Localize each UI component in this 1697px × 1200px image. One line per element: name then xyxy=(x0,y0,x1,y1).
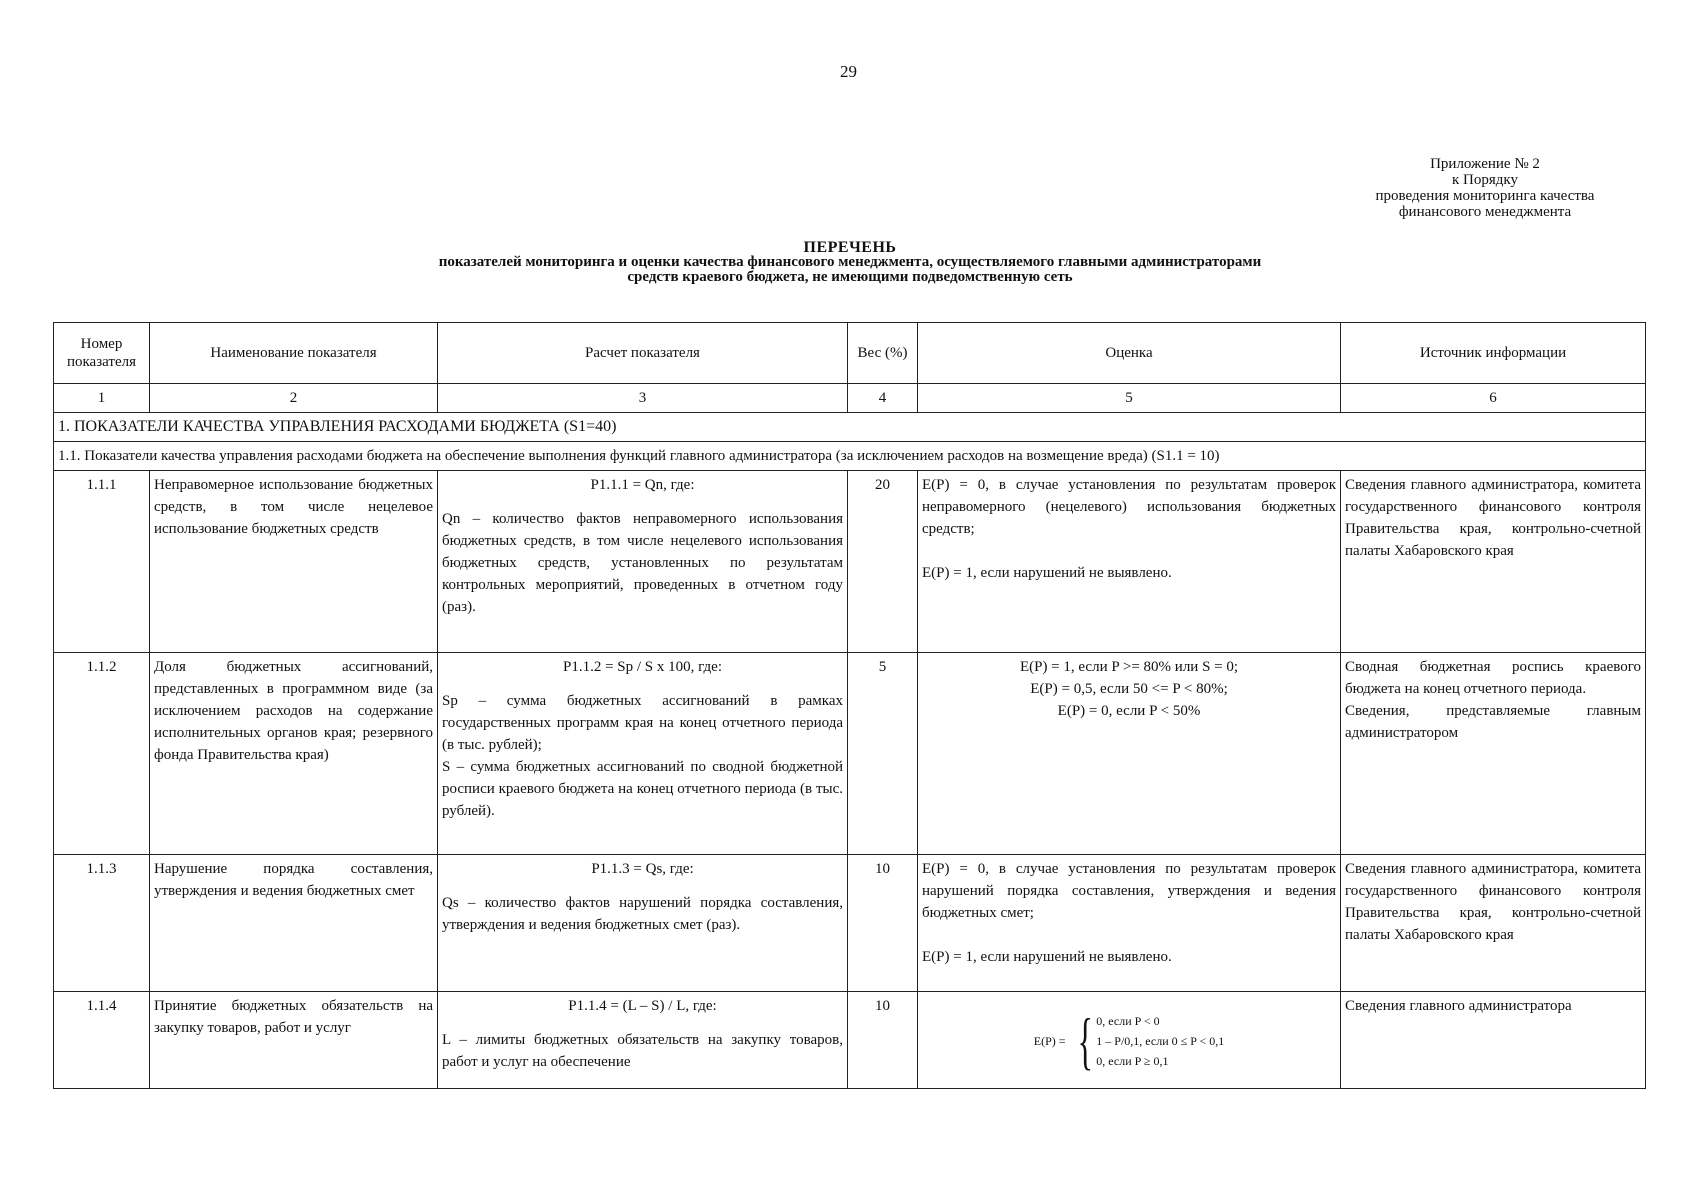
title-line-2: средств краевого бюджета, не имеющими подведомственную сеть xyxy=(627,269,1073,285)
indicator-evaluation xyxy=(918,653,1341,855)
indicator-name: Доля бюджетных ассигнований, представленных в программном виде (за исключением расходов на содержание исполнительных органов края; резервного фонда Правительства края) xyxy=(150,653,438,855)
column-number: 4 xyxy=(848,384,918,413)
source-text: Сведения, представляемые главным администратором xyxy=(1345,703,1641,741)
column-number: 5 xyxy=(918,384,1341,413)
evaluation-line: E(P) = 0, в случае установления по результатам проверок нарушений порядка составления, утверждения и ведения бюджетных смет; xyxy=(922,861,1336,921)
appendix-line-1: Приложение № 2 xyxy=(1430,156,1540,172)
table-row xyxy=(54,855,1646,992)
indicators-table xyxy=(53,322,1646,1089)
indicator-calculation xyxy=(438,992,848,1089)
indicator-calculation xyxy=(438,471,848,653)
indicator-number: 1.1.3 xyxy=(54,855,150,992)
brace-glyph: { xyxy=(1077,1005,1093,1076)
appendix-line-3: проведения мониторинга качества xyxy=(1375,188,1595,204)
column-number: 1 xyxy=(54,384,150,413)
header-calculation: Расчет показателя xyxy=(438,323,848,384)
indicator-source xyxy=(1341,653,1646,855)
piecewise-case: 0, если P ≥ 0,1 xyxy=(1096,1054,1169,1068)
indicator-name: Принятие бюджетных обязательств на закупку товаров, работ и услуг xyxy=(150,992,438,1089)
document-title xyxy=(160,240,1540,285)
evaluation-line: E(P) = 1, если P >= 80% или S = 0; xyxy=(1019,659,1239,675)
indicator-name: Неправомерное использование бюджетных средств, в том числе нецелевое использование бюджетных средств xyxy=(150,471,438,653)
indicator-number: 1.1.2 xyxy=(54,653,150,855)
subsection-heading: 1.1. Показатели качества управления расходами бюджета на обеспечение выполнения функций главного администратора (за исключением расходов на возмещение вреда) (S1.1 = 10) xyxy=(54,442,1646,471)
title-heading: ПЕРЕЧЕНЬ xyxy=(803,239,897,256)
calculation-text: Qn – количество фактов неправомерного использования бюджетных средств, в том числе нецелевого использования бюджетных средств, установленных по результатам контрольных мероприятий, проведенных в отчетном году (раз). xyxy=(442,511,843,615)
evaluation-line: E(P) = 1, если нарушений не выявлено. xyxy=(922,949,1172,965)
evaluation-line: E(P) = 1, если нарушений не выявлено. xyxy=(922,565,1172,581)
piecewise-formula xyxy=(922,995,1336,1076)
indicator-evaluation xyxy=(918,471,1341,653)
piecewise-lhs: E(P) = xyxy=(1033,1034,1066,1048)
header-name: Наименование показателя xyxy=(150,323,438,384)
table-row xyxy=(54,471,1646,653)
table-row xyxy=(54,992,1646,1089)
appendix-line-4: финансового менеджмента xyxy=(1398,204,1572,220)
evaluation-line: E(P) = 0,5, если 50 <= P < 80%; xyxy=(1030,681,1228,697)
piecewise-cases xyxy=(1096,1011,1224,1071)
subsection-row xyxy=(54,442,1646,471)
indicator-weight: 10 xyxy=(848,992,918,1089)
evaluation-line: E(P) = 0, в случае установления по результатам проверок неправомерного (нецелевого) использования бюджетных средств; xyxy=(922,477,1336,537)
indicator-weight: 10 xyxy=(848,855,918,992)
indicator-weight: 20 xyxy=(848,471,918,653)
column-number: 2 xyxy=(150,384,438,413)
source-text: Сводная бюджетная роспись краевого бюджета на конец отчетного периода. xyxy=(1345,659,1641,697)
formula: P1.1.3 = Qs, где: xyxy=(591,861,694,877)
calculation-text: Qs – количество фактов нарушений порядка составления, утверждения и ведения бюджетных смет (раз). xyxy=(442,895,843,933)
calculation-text: L – лимиты бюджетных обязательств на закупку товаров, работ и услуг на обеспечение xyxy=(442,1032,843,1070)
appendix-note xyxy=(1320,156,1650,220)
header-source: Источник информации xyxy=(1341,323,1646,384)
section-row xyxy=(54,413,1646,442)
indicator-weight: 5 xyxy=(848,653,918,855)
indicator-calculation xyxy=(438,653,848,855)
title-line-1: показателей мониторинга и оценки качества финансового менеджмента, осуществляемого главными администраторами xyxy=(438,254,1262,270)
indicator-calculation xyxy=(438,855,848,992)
calculation-text: Sp – сумма бюджетных ассигнований в рамках государственных программ края на конец отчетного периода (в тыс. рублей); xyxy=(442,693,843,753)
section-heading: 1. ПОКАЗАТЕЛИ КАЧЕСТВА УПРАВЛЕНИЯ РАСХОДАМИ БЮДЖЕТА (S1=40) xyxy=(54,413,1646,442)
column-number: 3 xyxy=(438,384,848,413)
column-number: 6 xyxy=(1341,384,1646,413)
piecewise-case: 0, если P < 0 xyxy=(1096,1014,1160,1028)
indicator-source: Сведения главного администратора, комитета государственного финансового контроля Правительства края, контрольно-счетной палаты Хабаровского края xyxy=(1341,471,1646,653)
indicator-name: Нарушение порядка составления, утверждения и ведения бюджетных смет xyxy=(150,855,438,992)
calculation-text: S – сумма бюджетных ассигнований по сводной бюджетной росписи краевого бюджета на конец отчетного периода (в тыс. рублей). xyxy=(442,759,843,819)
header-evaluation: Оценка xyxy=(918,323,1341,384)
indicator-evaluation xyxy=(918,855,1341,992)
table-header-row xyxy=(54,323,1646,384)
header-number: Номер показателя xyxy=(54,323,150,384)
evaluation-line: E(P) = 0, если P < 50% xyxy=(1057,703,1201,719)
appendix-line-2: к Порядку xyxy=(1452,172,1518,188)
indicator-source: Сведения главного администратора, комитета государственного финансового контроля Правительства края, контрольно-счетной палаты Хабаровского края xyxy=(1341,855,1646,992)
formula: P1.1.4 = (L – S) / L, где: xyxy=(568,998,717,1014)
indicator-number: 1.1.1 xyxy=(54,471,150,653)
indicator-evaluation xyxy=(918,992,1341,1089)
formula: P1.1.1 = Qn, где: xyxy=(590,477,695,493)
page-number: 29 xyxy=(840,62,857,81)
indicator-number: 1.1.4 xyxy=(54,992,150,1089)
indicator-source: Сведения главного администратора xyxy=(1341,992,1646,1089)
piecewise-case: 1 – P/0,1, если 0 ≤ P < 0,1 xyxy=(1096,1034,1225,1048)
column-number-row xyxy=(54,384,1646,413)
formula: P1.1.2 = Sp / S x 100, где: xyxy=(562,659,723,675)
table-row xyxy=(54,653,1646,855)
header-weight: Вес (%) xyxy=(848,323,918,384)
